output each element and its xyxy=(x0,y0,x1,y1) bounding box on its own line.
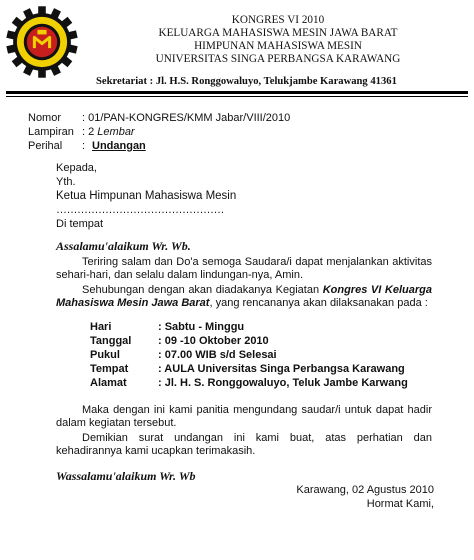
event-name: Kongres VI Keluarga Mahasiswa Mesin Jawa Barat xyxy=(56,284,432,309)
paragraph-event xyxy=(56,284,432,310)
kop-sekretariat: Sekretariat : Jl. H.S. Ronggowaluyo, Telukjambe Karawang 41361 xyxy=(96,76,397,87)
recipient-kepada: Kepada, xyxy=(56,162,97,174)
recipient-yth: Yth. xyxy=(56,176,76,188)
lampiran-label: Lampiran xyxy=(28,126,74,138)
paragraph-invitation: Maka dengan ini kami panitia mengundang saudar/i untuk dapat hadir dalam kegiatan tersebut. xyxy=(56,404,432,429)
lampiran-prefix: : 2 xyxy=(82,126,98,138)
schedule-label-pukul: Pukul xyxy=(90,349,120,361)
schedule-value-alamat: : Jl. H. S. Ronggowaluyo, Teluk Jambe Karwang xyxy=(158,377,408,389)
opening-greeting: Assalamu'alaikum Wr. Wb. xyxy=(56,239,191,253)
kop-line-kongres: KONGRES VI 2010 xyxy=(231,14,325,26)
kop-line-kmm: KELUARGA MAHASISWA MESIN JAWA BARAT xyxy=(158,27,398,39)
organization-logo xyxy=(4,4,80,80)
kop-divider-thick xyxy=(6,91,468,94)
paragraph-greeting: Teriring salam dan Do'a semoga Saudara/i dapat menjalankan aktivitas sehari-hari, dan selalu dalam lindungan-nya, Amin. xyxy=(56,256,432,281)
paragraph-event-tail: , yang rencananya akan dilaksanakan pada : xyxy=(209,297,428,309)
kop-line-universitas: UNIVERSITAS SINGA PERBANGSA KARAWANG xyxy=(155,53,401,65)
sign-place-date: Karawang, 02 Agustus 2010 xyxy=(296,484,434,496)
lampiran-value xyxy=(82,126,135,139)
lampiran-count: Lembar xyxy=(97,126,135,138)
schedule-label-tanggal: Tanggal xyxy=(90,335,132,347)
schedule-label-tempat: Tempat xyxy=(90,363,129,375)
closing-greeting: Wassalamu'alaikum Wr. Wb xyxy=(56,469,196,483)
schedule-value-pukul: : 07.00 WIB s/d Selesai xyxy=(158,349,277,361)
recipient-name: Ketua Himpunan Mahasiswa Mesin xyxy=(56,190,237,202)
schedule-value-tempat: : AULA Universitas Singa Perbangsa Karawang xyxy=(158,363,405,375)
paragraph-closing: Demikian surat undangan ini kami buat, atas perhatian dan kehadirannya kami ucapkan terimakasih. xyxy=(56,432,432,457)
sign-regards: Hormat Kami, xyxy=(366,498,434,510)
schedule-value-tanggal: : 09 -10 Oktober 2010 xyxy=(158,335,269,347)
recipient-place: Di tempat xyxy=(56,218,104,230)
perihal-label: Perihal xyxy=(28,140,63,152)
schedule-value-hari: : Sabtu - Minggu xyxy=(158,321,245,333)
recipient-dots: ………………………………………… xyxy=(56,204,224,216)
kop-line-himpunan: HIMPUNAN MAHASISWA MESIN xyxy=(194,40,362,52)
kop-divider-thin xyxy=(6,96,468,97)
nomor-value: : 01/PAN-KONGRES/KMM Jabar/VIII/2010 xyxy=(82,112,291,124)
paragraph-event-lead: Sehubungan dengan akan diadakanya Kegiatan xyxy=(82,284,323,296)
nomor-label: Nomor xyxy=(28,112,62,124)
schedule-label-hari: Hari xyxy=(90,321,112,333)
perihal-colon: : xyxy=(82,140,86,152)
schedule-label-alamat: Alamat xyxy=(90,377,127,389)
perihal-value: Undangan xyxy=(92,140,146,152)
